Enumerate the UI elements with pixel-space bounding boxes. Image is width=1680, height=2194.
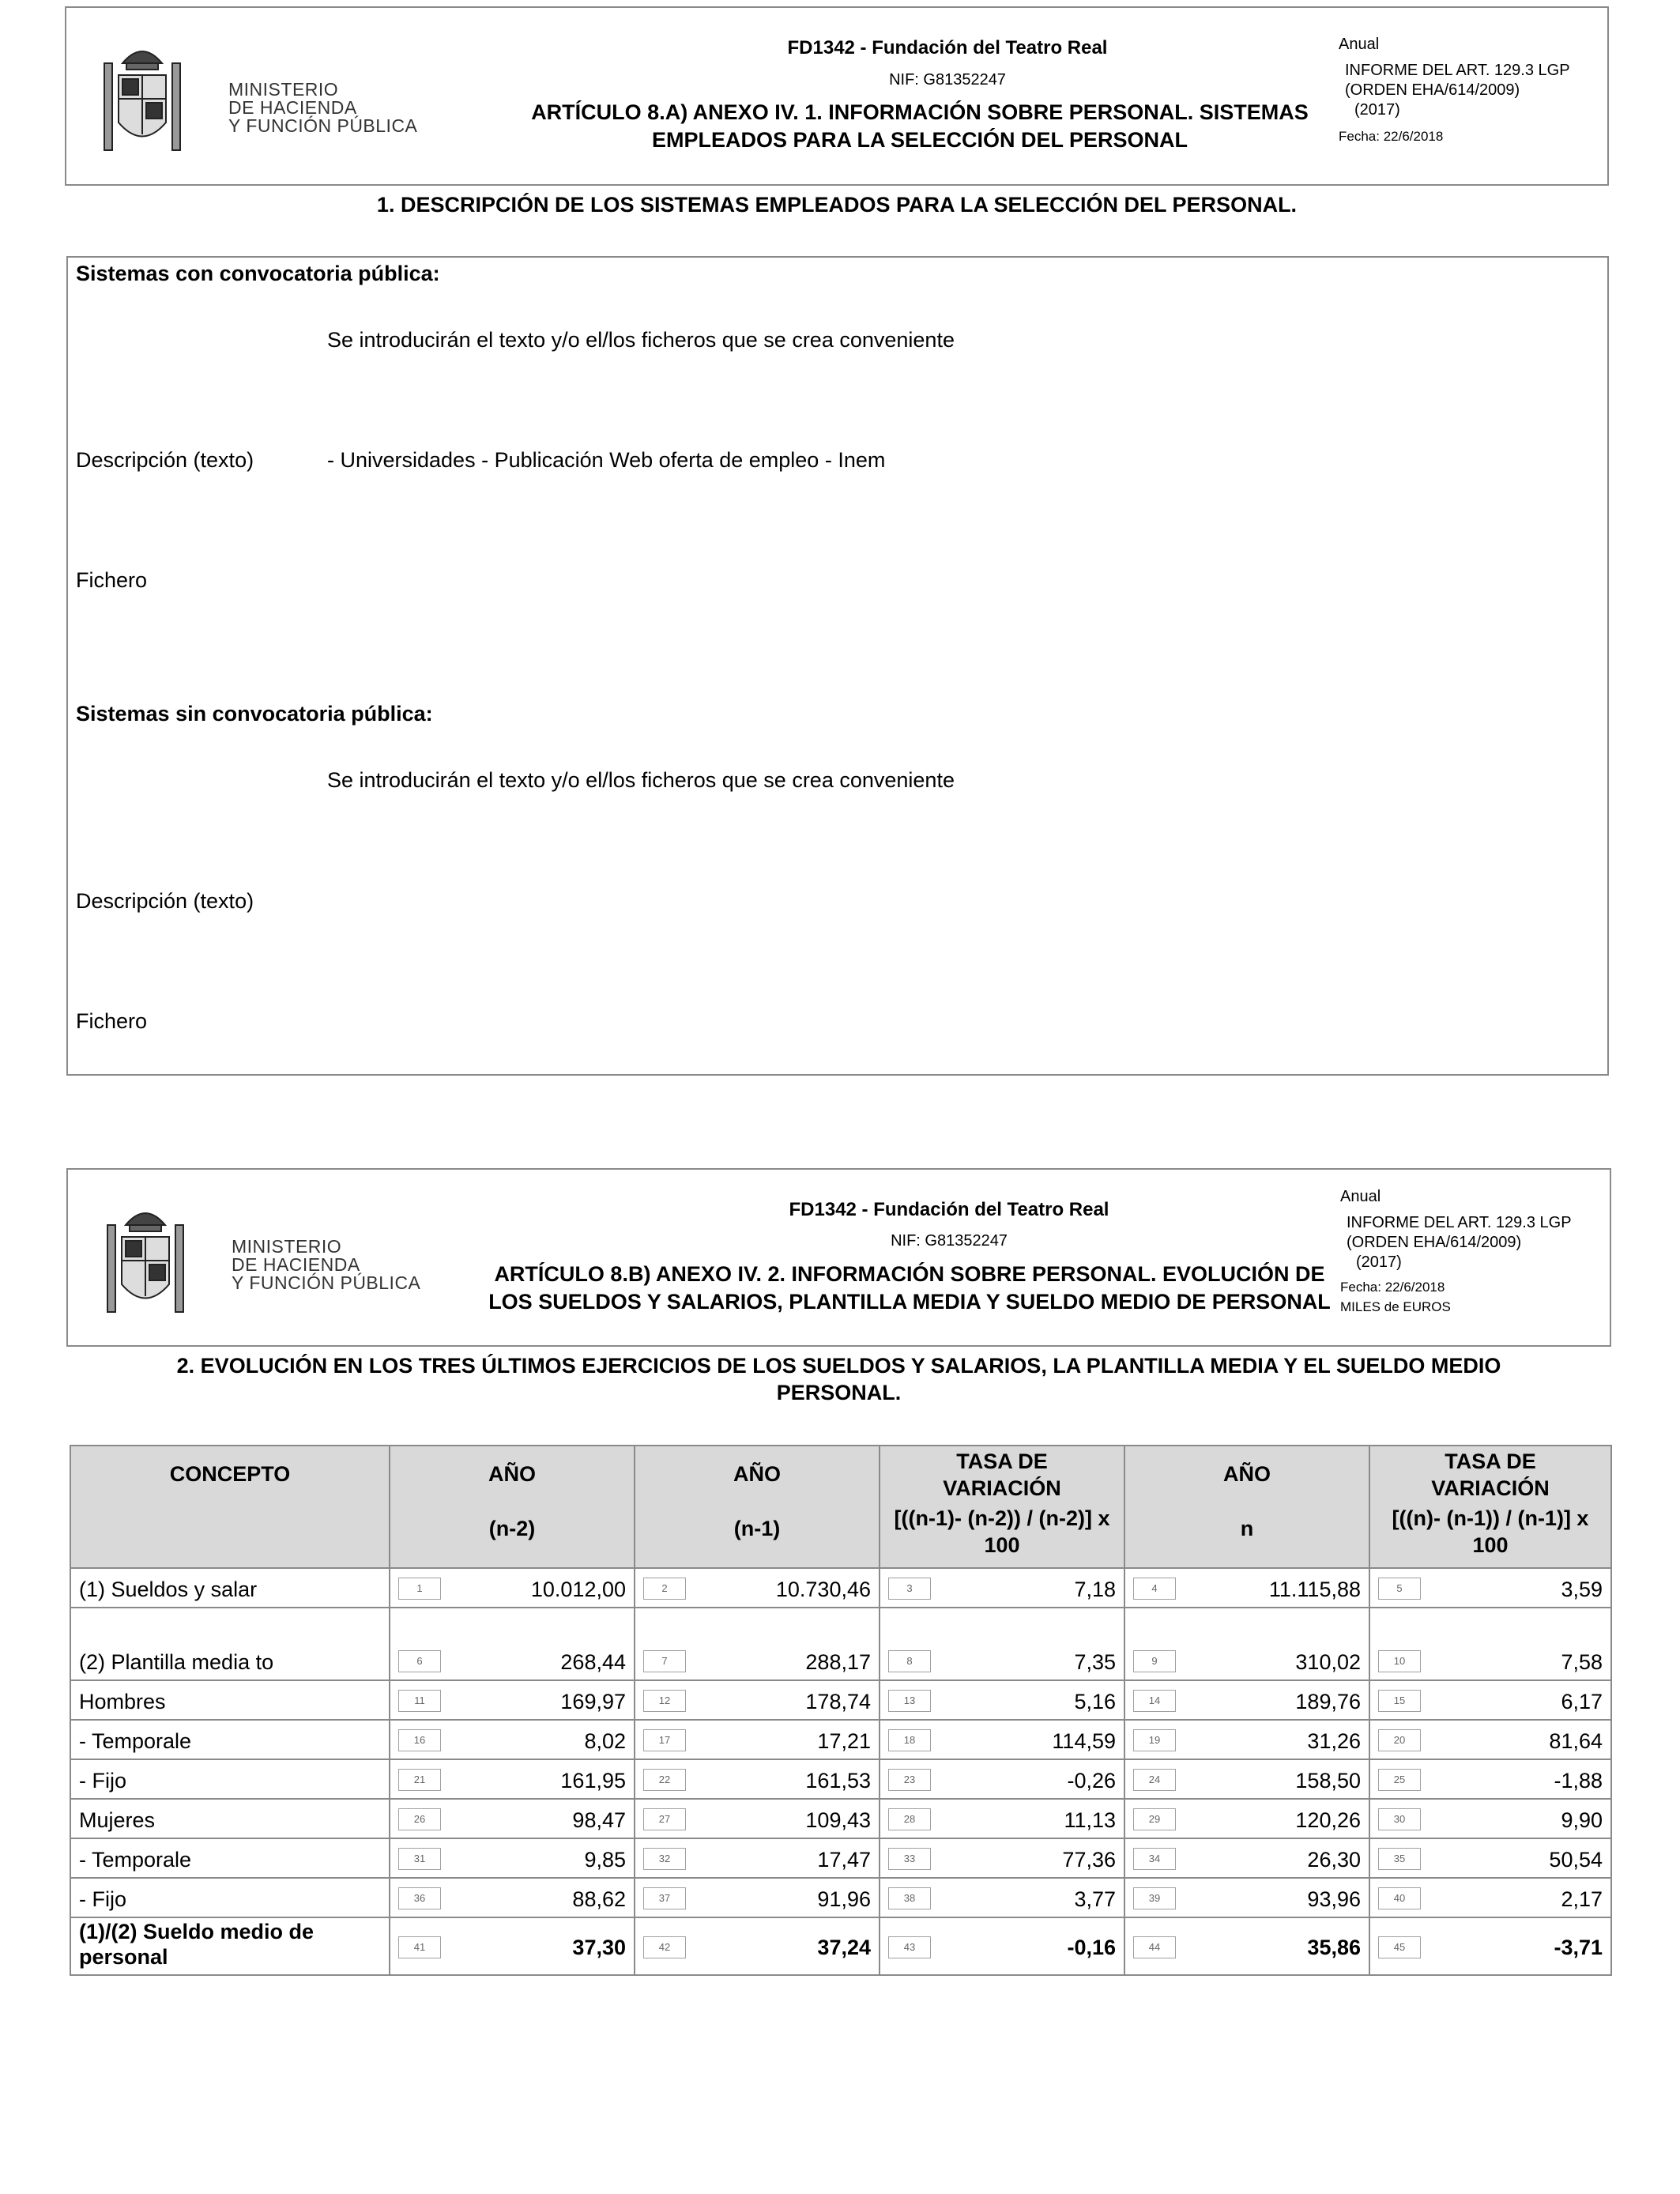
value-cell[interactable] [635, 1917, 880, 1975]
value-cell[interactable] [1369, 1720, 1611, 1759]
public-systems-hint: Se introducirán el texto y/o el/los ficheros que se crea conveniente [327, 328, 955, 352]
cell-index-box: 36 [398, 1887, 441, 1909]
cell-value: 6,17 [1561, 1690, 1603, 1713]
row-concept-label: Hombres [79, 1690, 166, 1713]
cell-index-box: 4 [1133, 1578, 1176, 1600]
value-cell[interactable] [390, 1680, 635, 1720]
coat-of-arms-icon [98, 1193, 193, 1320]
table-row [70, 1680, 1611, 1720]
cell-value: 161,95 [560, 1769, 626, 1793]
cell-index-box: 23 [888, 1769, 931, 1791]
cell-index-box: 29 [1133, 1808, 1176, 1830]
report-name: INFORME DEL ART. 129.3 LGP [1347, 1214, 1572, 1231]
cell-value: 11,13 [1064, 1808, 1116, 1832]
section-1-title: 1. DESCRIPCIÓN DE LOS SISTEMAS EMPLEADOS PARA LA SELECCIÓN DEL PERSONAL. [376, 193, 1298, 217]
value-cell[interactable] [390, 1838, 635, 1878]
value-cell[interactable] [390, 1568, 635, 1608]
article-title-line: EMPLEADOS PARA LA SELECCIÓN DEL PERSONAL [651, 128, 1188, 152]
value-cell[interactable] [1124, 1759, 1369, 1799]
cell-value: 7,58 [1561, 1650, 1603, 1674]
report-meta [1339, 35, 1599, 146]
section-2-title-line: 2. EVOLUCIÓN EN LOS TRES ÚLTIMOS EJERCICIOS DE LOS SUELDOS Y SALARIOS, LA PLANTILLA MEDIA Y EL SUELDO MEDIO [176, 1354, 1501, 1378]
cell-index-box: 2 [643, 1578, 686, 1600]
personnel-evolution-table [70, 1445, 1612, 1976]
cell-value: 178,74 [805, 1690, 871, 1713]
cell-index-box: 18 [888, 1729, 931, 1751]
cell-index-box: 42 [643, 1936, 686, 1958]
public-systems-heading: Sistemas con convocatoria pública: [76, 262, 440, 285]
value-cell[interactable] [1124, 1799, 1369, 1838]
cell-index-box: 25 [1378, 1769, 1421, 1791]
ministry-line: Y FUNCIÓN PÚBLICA [228, 115, 418, 136]
public-description-value[interactable]: - Universidades - Publicación Web oferta de empleo - Inem [327, 448, 886, 472]
cell-value: 7,35 [1074, 1650, 1116, 1674]
value-cell[interactable] [880, 1799, 1124, 1838]
col-header-label: AÑO [1223, 1462, 1271, 1486]
value-cell[interactable] [635, 1608, 880, 1680]
cell-index-box: 7 [643, 1650, 686, 1672]
table-header-row [70, 1446, 1611, 1568]
cell-index-box: 22 [643, 1769, 686, 1791]
value-cell[interactable] [1124, 1568, 1369, 1608]
row-concept [70, 1680, 390, 1720]
cell-index-box: 45 [1378, 1936, 1421, 1958]
row-concept-label: - Fijo [79, 1769, 126, 1793]
cell-index-box: 34 [1133, 1848, 1176, 1870]
nonpublic-systems-heading: Sistemas sin convocatoria pública: [76, 702, 433, 726]
row-concept [70, 1838, 390, 1878]
cell-value: 98,47 [572, 1808, 626, 1832]
cell-value: 35,86 [1307, 1936, 1361, 1959]
value-cell[interactable] [1369, 1878, 1611, 1917]
col-header-sub: n [1240, 1517, 1254, 1540]
cell-value: 26,30 [1307, 1848, 1361, 1872]
cell-value: 93,96 [1307, 1887, 1361, 1911]
report-period: Anual [1339, 36, 1380, 53]
article-title-line: LOS SUELDOS Y SALARIOS, PLANTILLA MEDIA Y SUELDO MEDIO DE PERSONAL [488, 1290, 1331, 1314]
row-concept-label: - Fijo [79, 1887, 126, 1911]
cell-value: -0,16 [1067, 1936, 1116, 1959]
cell-value: 161,53 [805, 1769, 871, 1793]
report-meta [1340, 1187, 1605, 1317]
cell-index-box: 38 [888, 1887, 931, 1909]
report-units: MILES de EUROS [1340, 1299, 1451, 1314]
cell-value: 2,17 [1561, 1887, 1603, 1911]
cell-value: -1,88 [1554, 1769, 1603, 1793]
table-row [70, 1917, 1611, 1975]
cell-value: 17,21 [817, 1729, 871, 1753]
table-row [70, 1759, 1611, 1799]
value-cell[interactable] [390, 1759, 635, 1799]
value-cell[interactable] [880, 1608, 1124, 1680]
col-header-tasa-1 [880, 1446, 1124, 1568]
col-header-label: AÑO [488, 1462, 536, 1486]
cell-index-box: 27 [643, 1808, 686, 1830]
entity-name: FD1342 - Fundación del Teatro Real [789, 1199, 1109, 1220]
entity-nif: NIF: G81352247 [891, 1232, 1008, 1250]
row-concept [70, 1568, 390, 1608]
value-cell[interactable] [390, 1799, 635, 1838]
value-cell[interactable] [635, 1878, 880, 1917]
report-order: (ORDEN EHA/614/2009) [1345, 81, 1520, 99]
ministry-name [228, 81, 417, 135]
cell-index-box: 3 [888, 1578, 931, 1600]
cell-index-box: 9 [1133, 1650, 1176, 1672]
section-2-title [66, 1352, 1611, 1406]
report-name: INFORME DEL ART. 129.3 LGP [1345, 62, 1570, 79]
cell-value: 9,85 [584, 1848, 626, 1872]
col-header-label: AÑO [733, 1462, 781, 1486]
cell-index-box: 11 [398, 1690, 441, 1712]
cell-value: 31,26 [1307, 1729, 1361, 1753]
nonpublic-file-label: Fichero [76, 1009, 148, 1033]
cell-index-box: 44 [1133, 1936, 1176, 1958]
value-cell[interactable] [635, 1680, 880, 1720]
cell-value: 158,50 [1295, 1769, 1361, 1793]
cell-value: 268,44 [560, 1650, 626, 1674]
cell-index-box: 31 [398, 1848, 441, 1870]
entity-nif: NIF: G81352247 [889, 71, 1006, 89]
section-2-title-line: PERSONAL. [776, 1381, 902, 1404]
cell-index-box: 35 [1378, 1848, 1421, 1870]
cell-index-box: 32 [643, 1848, 686, 1870]
value-cell[interactable] [1369, 1838, 1611, 1878]
table-row [70, 1838, 1611, 1878]
report-year: (2017) [1354, 101, 1400, 119]
col-header-label: TASA DE VARIACIÓN [1431, 1449, 1550, 1500]
cell-value: 189,76 [1295, 1690, 1361, 1713]
article-title [416, 1261, 1403, 1316]
table-row [70, 1608, 1611, 1680]
cell-index-box: 28 [888, 1808, 931, 1830]
report-header-1 [65, 6, 1609, 186]
cell-index-box: 41 [398, 1936, 441, 1958]
value-cell[interactable] [1369, 1608, 1611, 1680]
col-header-sub: (n-1) [733, 1517, 781, 1540]
value-cell[interactable] [880, 1568, 1124, 1608]
cell-value: 169,97 [560, 1690, 626, 1713]
value-cell[interactable] [390, 1878, 635, 1917]
cell-index-box: 15 [1378, 1690, 1421, 1712]
public-file-label: Fichero [76, 568, 148, 592]
value-cell[interactable] [1124, 1838, 1369, 1878]
cell-index-box: 24 [1133, 1769, 1176, 1791]
col-header-sub: [((n-1)- (n-2)) / (n-2)] x 100 [894, 1506, 1110, 1557]
col-header-label: CONCEPTO [169, 1462, 291, 1486]
cell-value: 109,43 [805, 1808, 871, 1832]
col-header-sub: [((n)- (n-1)) / (n-1)] x 100 [1392, 1506, 1589, 1557]
value-cell[interactable] [390, 1917, 635, 1975]
report-date: Fecha: 22/6/2018 [1339, 129, 1444, 144]
report-order: (ORDEN EHA/614/2009) [1347, 1234, 1522, 1251]
cell-value: 17,47 [817, 1848, 871, 1872]
entity-name: FD1342 - Fundación del Teatro Real [787, 37, 1108, 58]
row-concept-label: (1) Sueldos y salar [79, 1578, 258, 1601]
row-concept [70, 1759, 390, 1799]
row-concept [70, 1608, 390, 1680]
cell-index-box: 21 [398, 1769, 441, 1791]
cell-value: 77,36 [1062, 1848, 1116, 1872]
cell-index-box: 16 [398, 1729, 441, 1751]
selection-systems-panel [66, 256, 1609, 1076]
value-cell[interactable] [880, 1759, 1124, 1799]
ministry-line: DE HACIENDA [228, 97, 357, 118]
cell-index-box: 5 [1378, 1578, 1421, 1600]
cell-value: 8,02 [584, 1729, 626, 1753]
value-cell[interactable] [1369, 1680, 1611, 1720]
row-concept-label: Mujeres [79, 1808, 156, 1832]
nonpublic-description-label: Descripción (texto) [76, 889, 254, 913]
col-header-sub: (n-2) [488, 1517, 536, 1540]
cell-value: 10.730,46 [775, 1578, 871, 1601]
ministry-name [232, 1238, 420, 1292]
value-cell[interactable] [390, 1720, 635, 1759]
cell-index-box: 37 [643, 1887, 686, 1909]
cell-index-box: 30 [1378, 1808, 1421, 1830]
col-header-n-1 [635, 1446, 880, 1568]
value-cell[interactable] [1369, 1917, 1611, 1975]
article-title-line: ARTÍCULO 8.B) ANEXO IV. 2. INFORMACIÓN SOBRE PERSONAL. EVOLUCIÓN DE [494, 1262, 1325, 1286]
value-cell[interactable] [1369, 1759, 1611, 1799]
row-concept [70, 1720, 390, 1759]
cell-value: 3,59 [1561, 1578, 1603, 1601]
report-period: Anual [1340, 1188, 1381, 1205]
report-date: Fecha: 22/6/2018 [1340, 1280, 1445, 1295]
col-header-concepto [70, 1446, 390, 1568]
value-cell[interactable] [880, 1838, 1124, 1878]
cell-value: 10.012,00 [530, 1578, 626, 1601]
value-cell[interactable] [880, 1720, 1124, 1759]
cell-index-box: 12 [643, 1690, 686, 1712]
col-header-n-2 [390, 1446, 635, 1568]
table-row [70, 1720, 1611, 1759]
row-concept [70, 1799, 390, 1838]
cell-index-box: 26 [398, 1808, 441, 1830]
col-header-tasa-2 [1369, 1446, 1611, 1568]
row-concept-label: - Temporale [79, 1729, 192, 1753]
value-cell[interactable] [1124, 1608, 1369, 1680]
ministry-line: MINISTERIO [232, 1236, 342, 1257]
cell-value: 120,26 [1295, 1808, 1361, 1832]
value-cell[interactable] [390, 1608, 635, 1680]
cell-value: 81,64 [1549, 1729, 1603, 1753]
value-cell[interactable] [635, 1568, 880, 1608]
cell-index-box: 10 [1378, 1650, 1421, 1672]
article-title-line: ARTÍCULO 8.A) ANEXO IV. 1. INFORMACIÓN SOBRE PERSONAL. SISTEMAS [531, 100, 1309, 124]
col-header-label: TASA DE VARIACIÓN [943, 1449, 1061, 1500]
value-cell[interactable] [635, 1759, 880, 1799]
cell-value: 11.115,88 [1268, 1578, 1361, 1601]
cell-value: 91,96 [817, 1887, 871, 1911]
cell-value: 3,77 [1074, 1887, 1116, 1911]
cell-value: 9,90 [1561, 1808, 1603, 1832]
col-header-n [1124, 1446, 1369, 1568]
value-cell[interactable] [880, 1878, 1124, 1917]
cell-value: 288,17 [805, 1650, 871, 1674]
cell-value: 37,24 [817, 1936, 871, 1959]
coat-of-arms-icon [95, 32, 190, 158]
ministry-line: Y FUNCIÓN PÚBLICA [232, 1272, 421, 1293]
cell-value: 50,54 [1549, 1848, 1603, 1872]
row-concept [70, 1878, 390, 1917]
public-description-label: Descripción (texto) [76, 448, 254, 472]
ministry-line: MINISTERIO [228, 79, 339, 100]
cell-index-box: 40 [1378, 1887, 1421, 1909]
cell-index-box: 6 [398, 1650, 441, 1672]
cell-index-box: 1 [398, 1578, 441, 1600]
value-cell[interactable] [635, 1799, 880, 1838]
cell-index-box: 20 [1378, 1729, 1421, 1751]
cell-value: 7,18 [1074, 1578, 1116, 1601]
cell-value: 88,62 [572, 1887, 626, 1911]
cell-index-box: 13 [888, 1690, 931, 1712]
cell-index-box: 43 [888, 1936, 931, 1958]
value-cell[interactable] [1124, 1720, 1369, 1759]
report-header-2 [66, 1168, 1611, 1347]
value-cell[interactable] [1369, 1568, 1611, 1608]
row-concept-label: - Temporale [79, 1848, 192, 1872]
row-concept-label: (1)/(2) Sueldo medio de personal [79, 1920, 315, 1969]
row-concept [70, 1917, 390, 1975]
report-year: (2017) [1356, 1253, 1402, 1271]
value-cell[interactable] [880, 1680, 1124, 1720]
cell-value: -3,71 [1554, 1936, 1603, 1959]
table-row [70, 1799, 1611, 1838]
article-title [446, 99, 1394, 154]
cell-value: 37,30 [572, 1936, 626, 1959]
nonpublic-systems-hint: Se introducirán el texto y/o el/los ficheros que se crea conveniente [327, 768, 955, 792]
value-cell[interactable] [1124, 1680, 1369, 1720]
value-cell[interactable] [1369, 1799, 1611, 1838]
ministry-line: DE HACIENDA [232, 1254, 360, 1275]
cell-value: 114,59 [1052, 1729, 1116, 1753]
cell-index-box: 33 [888, 1848, 931, 1870]
cell-index-box: 8 [888, 1650, 931, 1672]
cell-value: -0,26 [1067, 1769, 1116, 1793]
cell-index-box: 19 [1133, 1729, 1176, 1751]
value-cell[interactable] [635, 1720, 880, 1759]
cell-value: 310,02 [1295, 1650, 1361, 1674]
cell-index-box: 39 [1133, 1887, 1176, 1909]
value-cell[interactable] [880, 1917, 1124, 1975]
row-concept-label: (2) Plantilla media to [79, 1650, 274, 1674]
cell-value: 5,16 [1074, 1690, 1116, 1713]
value-cell[interactable] [1124, 1878, 1369, 1917]
cell-index-box: 14 [1133, 1690, 1176, 1712]
table-row [70, 1878, 1611, 1917]
value-cell[interactable] [1124, 1917, 1369, 1975]
table-row [70, 1568, 1611, 1608]
value-cell[interactable] [635, 1838, 880, 1878]
cell-index-box: 17 [643, 1729, 686, 1751]
